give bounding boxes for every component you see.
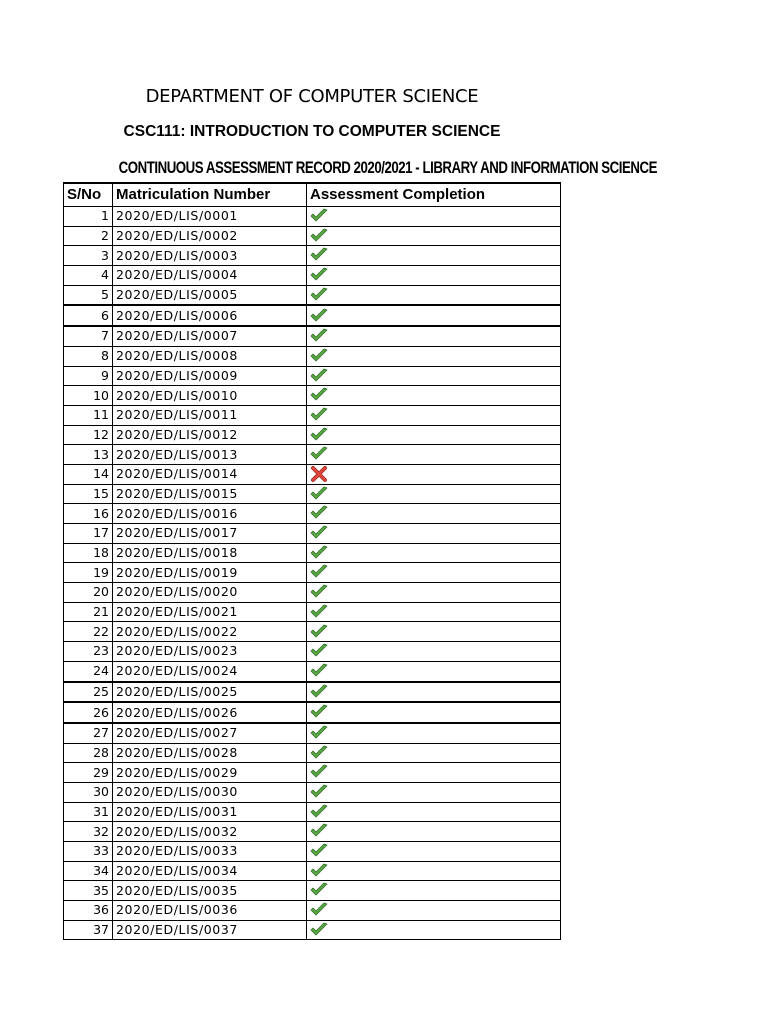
table-row [64, 661, 561, 681]
cross-icon [310, 466, 328, 482]
row-matriculation-number: 2020/ED/LIS/0037 [113, 920, 307, 940]
row-matriculation-number: 2020/ED/LIS/0002 [113, 226, 307, 246]
course-title: CSC111: INTRODUCTION TO COMPUTER SCIENCE [123, 123, 501, 140]
row-serial-number: 2 [64, 226, 113, 246]
check-icon [310, 525, 328, 541]
row-matriculation-number: 2020/ED/LIS/0036 [113, 901, 307, 921]
check-icon [310, 584, 328, 600]
record-title-container [64, 158, 657, 182]
row-assessment-completion [307, 346, 561, 366]
table-row [64, 386, 561, 406]
row-assessment-completion [307, 524, 561, 544]
table-row [64, 246, 561, 266]
row-serial-number: 22 [64, 622, 113, 642]
table-row [64, 920, 561, 940]
row-assessment-completion [307, 583, 561, 603]
row-matriculation-number: 2020/ED/LIS/0027 [113, 723, 307, 743]
row-assessment-completion [307, 326, 561, 346]
check-icon [310, 486, 328, 502]
table-row [64, 881, 561, 901]
row-assessment-completion [307, 920, 561, 940]
row-matriculation-number: 2020/ED/LIS/0022 [113, 622, 307, 642]
row-matriculation-number: 2020/ED/LIS/0017 [113, 524, 307, 544]
check-icon [310, 804, 328, 820]
table-row [64, 743, 561, 763]
check-icon [310, 208, 328, 224]
row-matriculation-number: 2020/ED/LIS/0004 [113, 266, 307, 286]
row-assessment-completion [307, 642, 561, 662]
row-assessment-completion [307, 405, 561, 425]
row-serial-number: 16 [64, 504, 113, 524]
row-serial-number: 13 [64, 445, 113, 465]
row-serial-number: 20 [64, 583, 113, 603]
row-assessment-completion [307, 763, 561, 783]
row-matriculation-number: 2020/ED/LIS/0013 [113, 445, 307, 465]
table-row [64, 207, 561, 227]
row-matriculation-number: 2020/ED/LIS/0032 [113, 822, 307, 842]
row-matriculation-number: 2020/ED/LIS/0034 [113, 861, 307, 881]
row-serial-number: 27 [64, 723, 113, 743]
record-title: CONTINUOUS ASSESSMENT RECORD 2020/2021 - LIBRARY AND INFORMATION SCIENCE [118, 158, 657, 177]
table-row [64, 842, 561, 862]
table-row [64, 504, 561, 524]
table-row [64, 702, 561, 723]
check-icon [310, 863, 328, 879]
row-matriculation-number: 2020/ED/LIS/0007 [113, 326, 307, 346]
row-assessment-completion [307, 901, 561, 921]
row-serial-number: 32 [64, 822, 113, 842]
check-icon [310, 902, 328, 918]
table-row [64, 266, 561, 286]
table-row [64, 226, 561, 246]
row-matriculation-number: 2020/ED/LIS/0009 [113, 366, 307, 386]
row-assessment-completion [307, 563, 561, 583]
row-assessment-completion [307, 207, 561, 227]
check-icon [310, 604, 328, 620]
row-serial-number: 12 [64, 425, 113, 445]
table-row [64, 524, 561, 544]
row-serial-number: 33 [64, 842, 113, 862]
check-icon [310, 704, 328, 720]
row-matriculation-number: 2020/ED/LIS/0016 [113, 504, 307, 524]
row-assessment-completion [307, 723, 561, 743]
row-assessment-completion [307, 425, 561, 445]
check-icon [310, 784, 328, 800]
table-row [64, 484, 561, 504]
table-row [64, 622, 561, 642]
check-icon [310, 247, 328, 263]
column-header-sno: S/No [64, 183, 113, 207]
row-serial-number: 23 [64, 642, 113, 662]
row-assessment-completion [307, 702, 561, 723]
row-assessment-completion [307, 881, 561, 901]
row-assessment-completion [307, 285, 561, 305]
check-icon [310, 287, 328, 303]
row-assessment-completion [307, 842, 561, 862]
check-icon [310, 882, 328, 898]
table-row [64, 305, 561, 326]
check-icon [310, 745, 328, 761]
department-title: DEPARTMENT OF COMPUTER SCIENCE [145, 86, 479, 107]
table-row [64, 802, 561, 822]
table-row [64, 346, 561, 366]
row-serial-number: 25 [64, 682, 113, 703]
table-row [64, 763, 561, 783]
row-assessment-completion [307, 822, 561, 842]
check-icon [310, 446, 328, 462]
row-matriculation-number: 2020/ED/LIS/0021 [113, 602, 307, 622]
row-matriculation-number: 2020/ED/LIS/0014 [113, 464, 307, 484]
row-serial-number: 37 [64, 920, 113, 940]
check-icon [310, 545, 328, 561]
check-icon [310, 823, 328, 839]
row-matriculation-number: 2020/ED/LIS/0030 [113, 782, 307, 802]
check-icon [310, 564, 328, 580]
row-assessment-completion [307, 504, 561, 524]
row-assessment-completion [307, 266, 561, 286]
row-matriculation-number: 2020/ED/LIS/0035 [113, 881, 307, 901]
row-serial-number: 24 [64, 661, 113, 681]
row-serial-number: 8 [64, 346, 113, 366]
row-serial-number: 36 [64, 901, 113, 921]
table-row [64, 464, 561, 484]
check-icon [310, 843, 328, 859]
row-serial-number: 15 [64, 484, 113, 504]
row-serial-number: 28 [64, 743, 113, 763]
check-icon [310, 764, 328, 780]
row-assessment-completion [307, 445, 561, 465]
row-assessment-completion [307, 464, 561, 484]
row-matriculation-number: 2020/ED/LIS/0024 [113, 661, 307, 681]
row-serial-number: 30 [64, 782, 113, 802]
table-row [64, 405, 561, 425]
row-assessment-completion [307, 661, 561, 681]
row-serial-number: 19 [64, 563, 113, 583]
row-matriculation-number: 2020/ED/LIS/0015 [113, 484, 307, 504]
row-assessment-completion [307, 246, 561, 266]
row-matriculation-number: 2020/ED/LIS/0012 [113, 425, 307, 445]
check-icon [310, 643, 328, 659]
row-matriculation-number: 2020/ED/LIS/0025 [113, 682, 307, 703]
row-assessment-completion [307, 602, 561, 622]
row-serial-number: 18 [64, 543, 113, 563]
table-body [64, 207, 561, 940]
row-matriculation-number: 2020/ED/LIS/0023 [113, 642, 307, 662]
row-serial-number: 5 [64, 285, 113, 305]
check-icon [310, 663, 328, 679]
row-assessment-completion [307, 861, 561, 881]
row-matriculation-number: 2020/ED/LIS/0033 [113, 842, 307, 862]
check-icon [310, 725, 328, 741]
row-matriculation-number: 2020/ED/LIS/0010 [113, 386, 307, 406]
row-matriculation-number: 2020/ED/LIS/0019 [113, 563, 307, 583]
check-icon [310, 348, 328, 364]
row-serial-number: 1 [64, 207, 113, 227]
table-row [64, 782, 561, 802]
assessment-table [63, 182, 561, 940]
row-assessment-completion [307, 484, 561, 504]
row-matriculation-number: 2020/ED/LIS/0026 [113, 702, 307, 723]
row-serial-number: 11 [64, 405, 113, 425]
table-row [64, 563, 561, 583]
column-header-matriculation: Matriculation Number [113, 183, 307, 207]
table-row [64, 682, 561, 703]
row-assessment-completion [307, 543, 561, 563]
row-matriculation-number: 2020/ED/LIS/0008 [113, 346, 307, 366]
row-serial-number: 14 [64, 464, 113, 484]
row-assessment-completion [307, 226, 561, 246]
check-icon [310, 267, 328, 283]
check-icon [310, 922, 328, 938]
row-assessment-completion [307, 782, 561, 802]
row-matriculation-number: 2020/ED/LIS/0001 [113, 207, 307, 227]
table-header-row [64, 183, 561, 207]
check-icon [310, 427, 328, 443]
row-serial-number: 10 [64, 386, 113, 406]
row-assessment-completion [307, 386, 561, 406]
table-row [64, 822, 561, 842]
table-row [64, 445, 561, 465]
row-serial-number: 34 [64, 861, 113, 881]
table-row [64, 326, 561, 346]
row-matriculation-number: 2020/ED/LIS/0029 [113, 763, 307, 783]
table-row [64, 602, 561, 622]
table-row [64, 366, 561, 386]
table-row [64, 583, 561, 603]
row-serial-number: 29 [64, 763, 113, 783]
check-icon [310, 505, 328, 521]
check-icon [310, 624, 328, 640]
row-serial-number: 6 [64, 305, 113, 326]
row-assessment-completion [307, 743, 561, 763]
row-assessment-completion [307, 366, 561, 386]
row-matriculation-number: 2020/ED/LIS/0028 [113, 743, 307, 763]
table-row [64, 642, 561, 662]
row-matriculation-number: 2020/ED/LIS/0020 [113, 583, 307, 603]
check-icon [310, 407, 328, 423]
check-icon [310, 328, 328, 344]
table-row [64, 861, 561, 881]
row-serial-number: 26 [64, 702, 113, 723]
row-serial-number: 31 [64, 802, 113, 822]
check-icon [310, 308, 328, 324]
row-serial-number: 4 [64, 266, 113, 286]
row-assessment-completion [307, 802, 561, 822]
row-serial-number: 17 [64, 524, 113, 544]
row-matriculation-number: 2020/ED/LIS/0018 [113, 543, 307, 563]
row-serial-number: 3 [64, 246, 113, 266]
row-matriculation-number: 2020/ED/LIS/0006 [113, 305, 307, 326]
table-row [64, 723, 561, 743]
row-matriculation-number: 2020/ED/LIS/0011 [113, 405, 307, 425]
check-icon [310, 387, 328, 403]
check-icon [310, 228, 328, 244]
row-serial-number: 35 [64, 881, 113, 901]
row-assessment-completion [307, 682, 561, 703]
row-matriculation-number: 2020/ED/LIS/0031 [113, 802, 307, 822]
row-serial-number: 9 [64, 366, 113, 386]
table-row [64, 285, 561, 305]
row-matriculation-number: 2020/ED/LIS/0003 [113, 246, 307, 266]
row-serial-number: 7 [64, 326, 113, 346]
check-icon [310, 684, 328, 700]
row-assessment-completion [307, 305, 561, 326]
table-row [64, 543, 561, 563]
row-matriculation-number: 2020/ED/LIS/0005 [113, 285, 307, 305]
check-icon [310, 368, 328, 384]
table-row [64, 425, 561, 445]
table-row [64, 901, 561, 921]
row-serial-number: 21 [64, 602, 113, 622]
column-header-assessment: Assessment Completion [307, 183, 561, 207]
row-assessment-completion [307, 622, 561, 642]
